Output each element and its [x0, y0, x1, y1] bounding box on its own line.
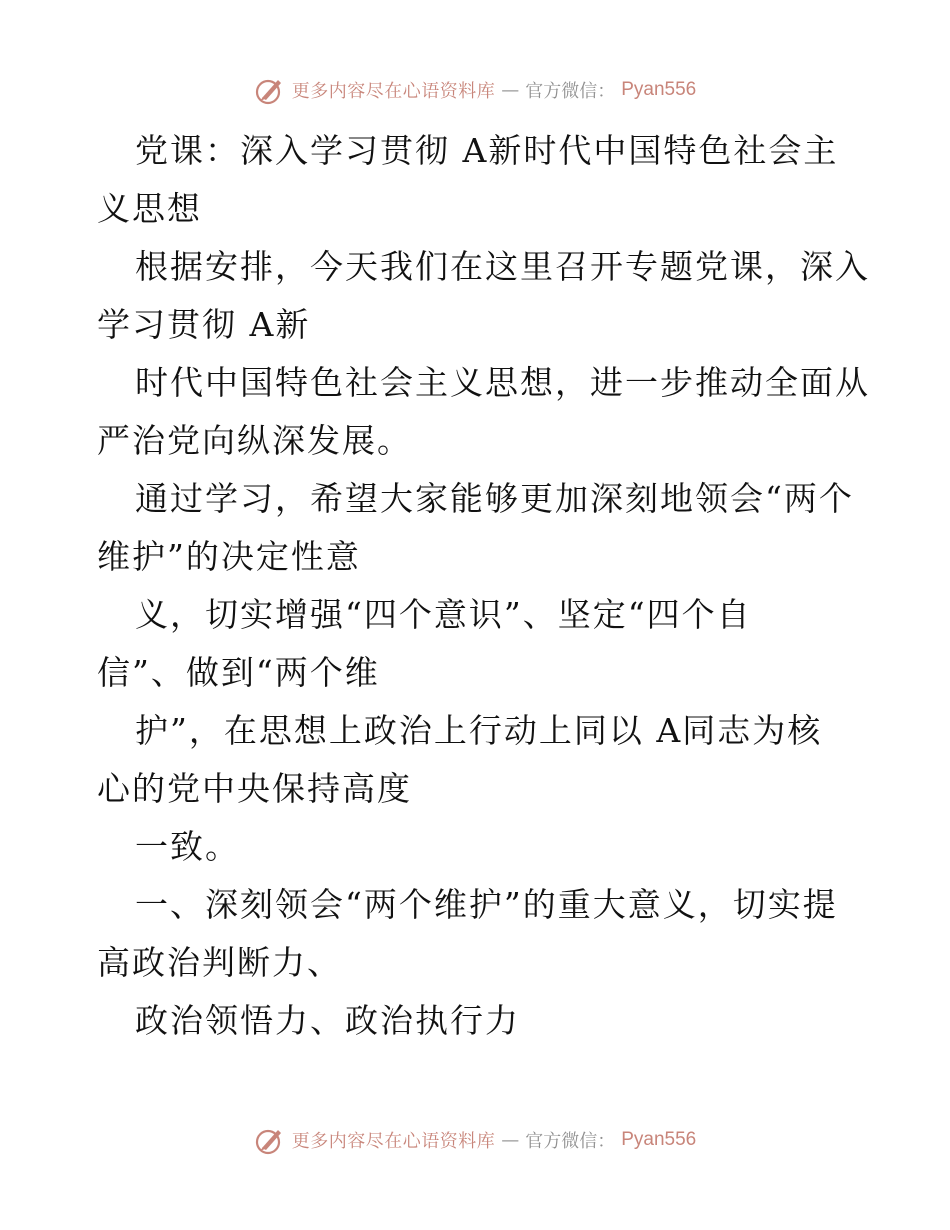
feather-pen-logo-icon: [254, 74, 286, 106]
watermark-contact-id: Pyan556: [621, 1129, 697, 1150]
watermark-separator: —: [501, 79, 520, 101]
paragraph-line: 信”、做到“两个维: [97, 653, 380, 692]
watermark-contact-label: 官方微信：: [525, 1131, 616, 1152]
paragraph-line: 维护”的决定性意: [97, 537, 361, 576]
header-watermark: [0, 72, 950, 108]
paragraph-line: 心的党中央保持高度: [97, 769, 412, 808]
paragraph-line: 通过学习，希望大家能够更加深刻地领会“两个: [135, 479, 854, 518]
paragraph-line: 根据安排，今天我们在这里召开专题党课，深入: [135, 247, 870, 286]
watermark-brand: 更多内容尽在心语资料库: [291, 81, 496, 102]
watermark-brand: 更多内容尽在心语资料库: [291, 1131, 496, 1152]
watermark-contact-id: Pyan556: [621, 79, 697, 100]
section-heading-line: 政治领悟力、政治执行力: [135, 1001, 520, 1040]
watermark-contact-label: 官方微信：: [525, 81, 616, 102]
section-heading-line: 高政治判断力、: [97, 943, 342, 982]
paragraph-line: 时代中国特色社会主义思想，进一步推动全面从: [135, 363, 870, 402]
paragraph-line: 义，切实增强“四个意识”、坚定“四个自: [135, 595, 752, 634]
watermark-separator: —: [501, 1129, 520, 1151]
paragraph-line: 严治党向纵深发展。: [97, 421, 412, 460]
footer-watermark: [0, 1122, 950, 1158]
section-heading-line: 一、深刻领会“两个维护”的重大意义，切实提: [135, 885, 838, 924]
document-body: [97, 122, 870, 1050]
document-title-line-2: 义思想: [97, 189, 202, 228]
feather-pen-logo-icon: [254, 1124, 286, 1156]
paragraph-line: 一致。: [135, 827, 240, 866]
paragraph-line: 学习贯彻 A新: [97, 305, 311, 344]
document-title-line-1: 党课：深入学习贯彻 A新时代中国特色社会主: [135, 131, 839, 170]
paragraph-line: 护”，在思想上政治上行动上同以 A同志为核: [135, 711, 823, 750]
